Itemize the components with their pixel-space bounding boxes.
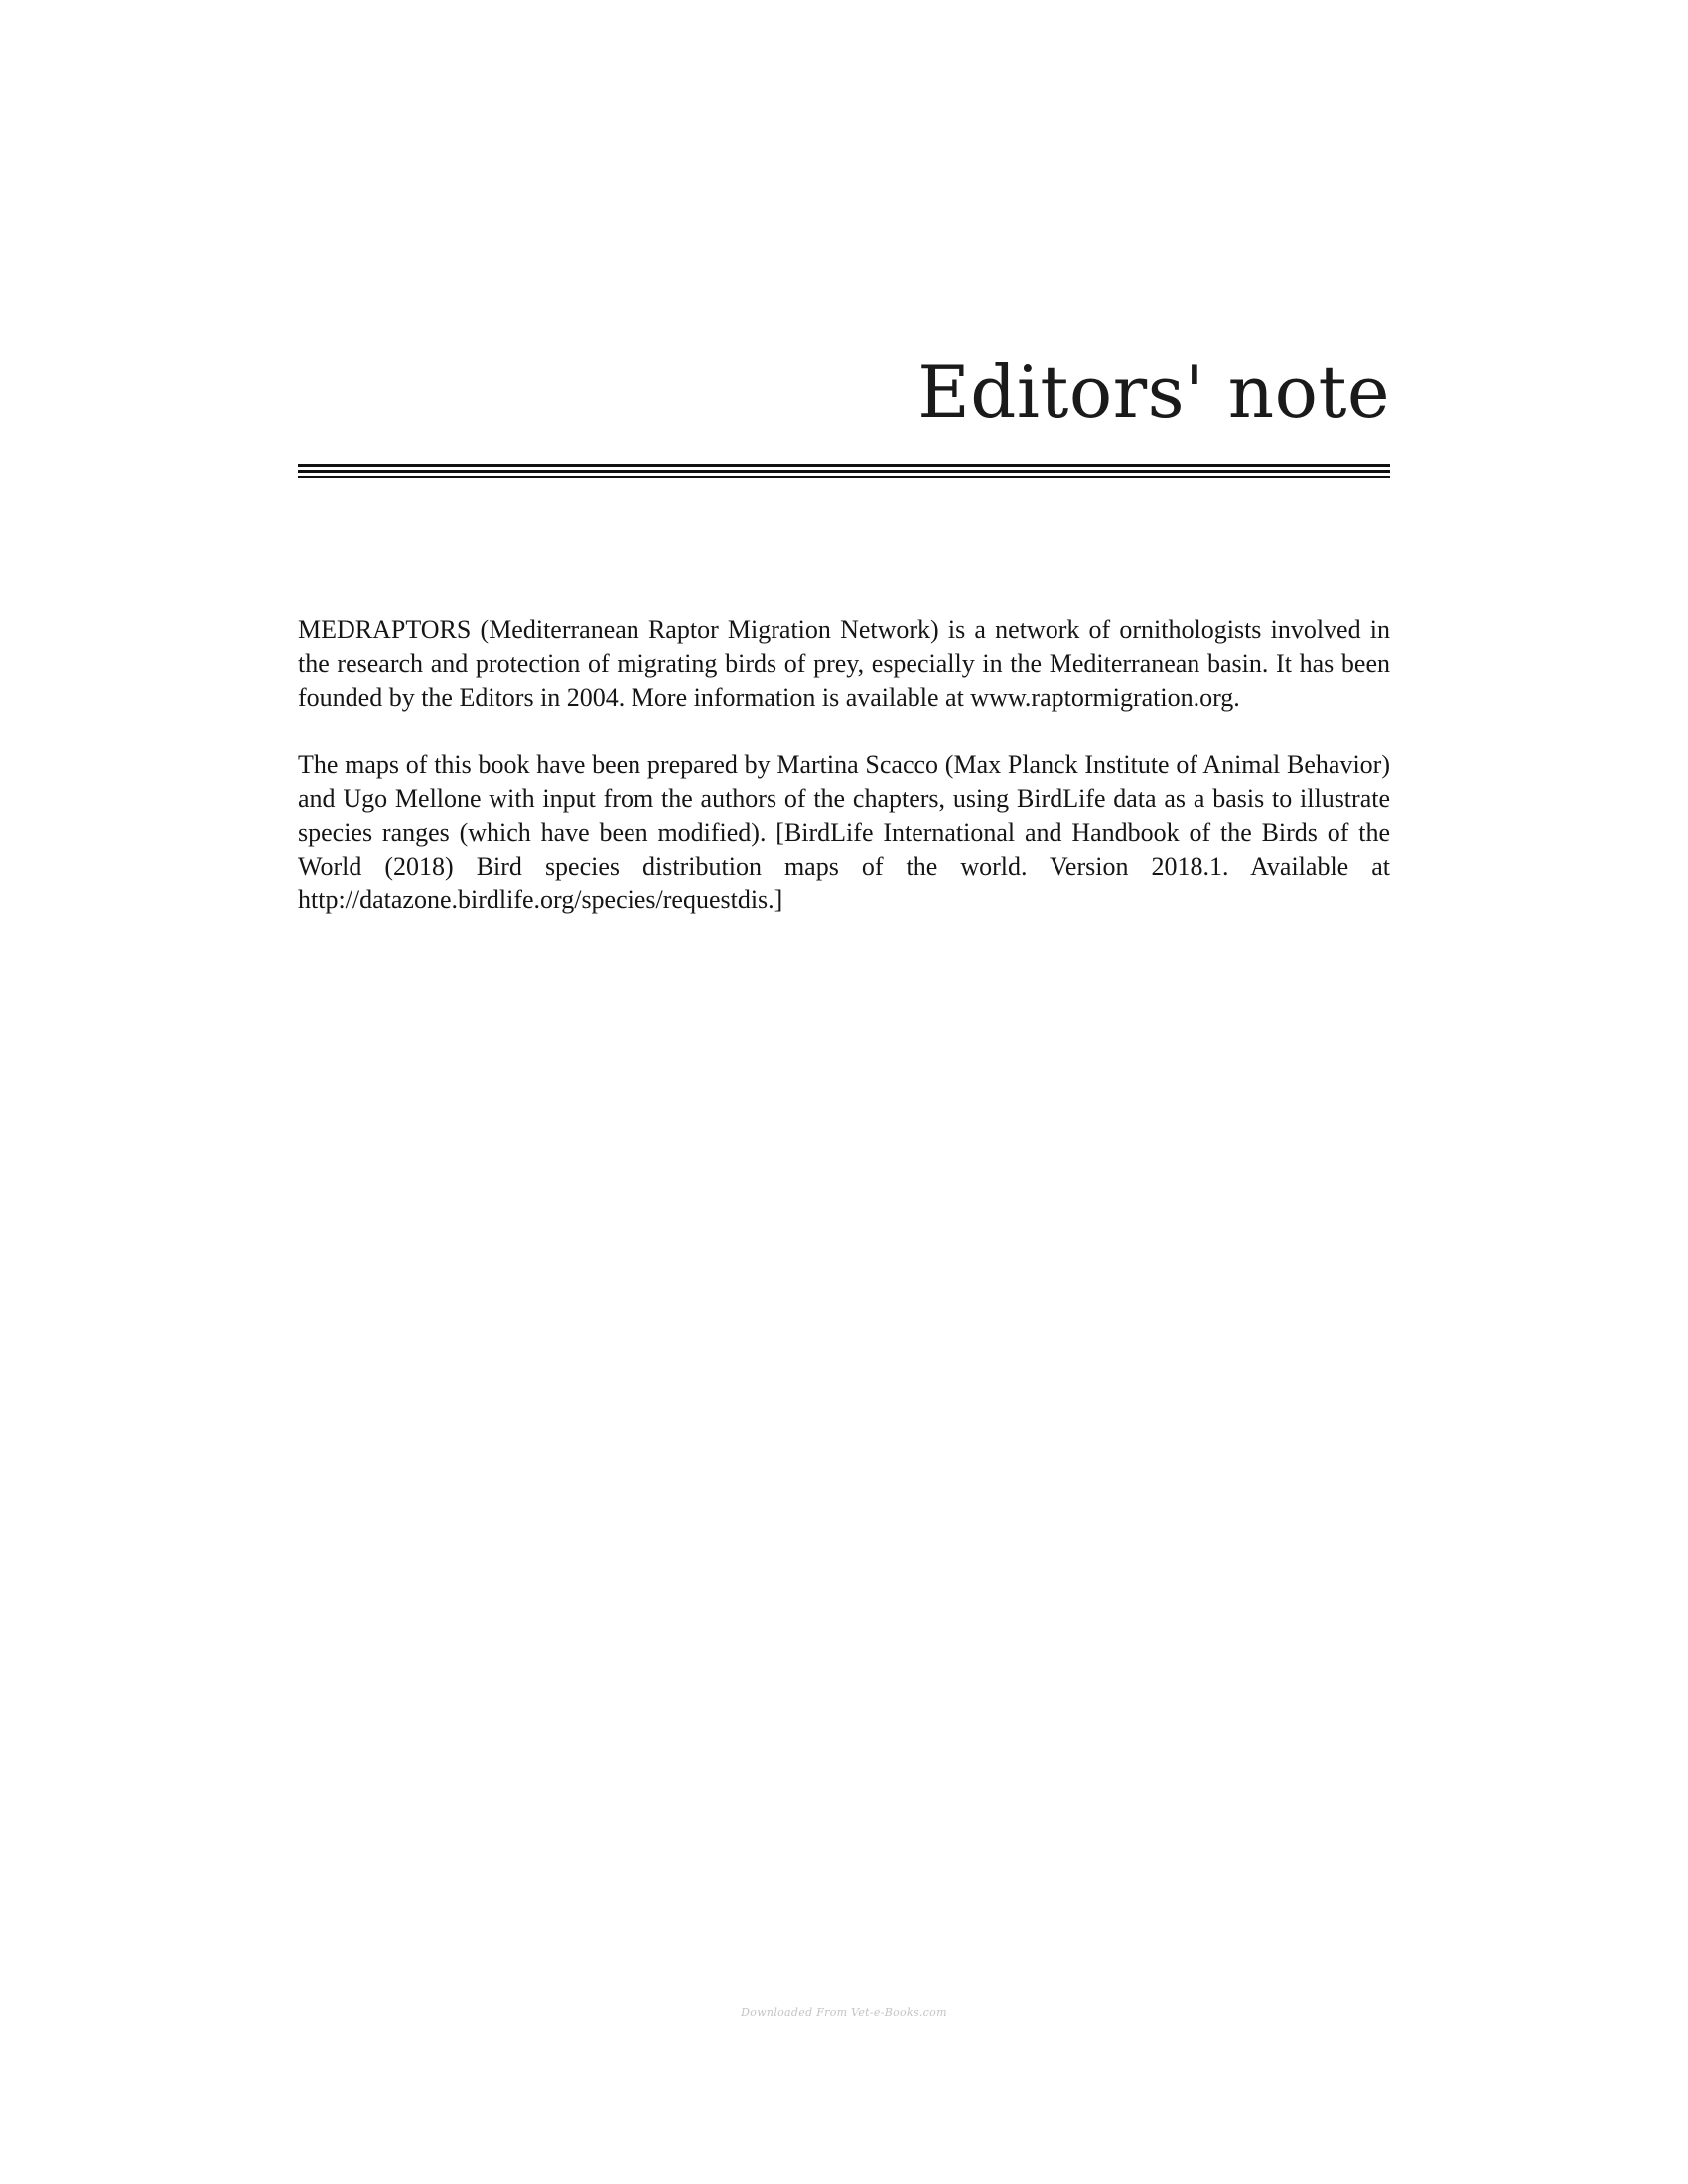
- paragraph-medraptors: MEDRAPTORS (Mediterranean Raptor Migration Network) is a network of ornithologists involved in the research and protection of migrating birds of prey, especially in the Mediterranean basin. It has been founded by the Editors in 2004. More information is available at www.raptormigration.org.: [298, 615, 1390, 712]
- page-title: Editors' note: [917, 350, 1390, 434]
- rule-line-top: [298, 464, 1390, 467]
- title-triple-rule: [298, 464, 1390, 479]
- body-text: [298, 614, 1390, 951]
- rule-line-bottom: [298, 476, 1390, 478]
- paragraph-maps-credit: The maps of this book have been prepared by Martina Scacco (Max Planck Institute of Animal Behavior) and Ugo Mellone with input from the authors of the chapters, using BirdLife data as a basis to illustrate species ranges (which have been modified). [BirdLife International and Handbook of the Birds of the World (2018) Bird species distribution maps of the world. Version 2018.1. Available at http://datazone.birdlife.org/species/requestdis.]: [298, 751, 1390, 914]
- download-watermark: Downloaded From Vet-e-Books.com: [741, 2006, 947, 2019]
- rule-line-middle: [298, 470, 1390, 473]
